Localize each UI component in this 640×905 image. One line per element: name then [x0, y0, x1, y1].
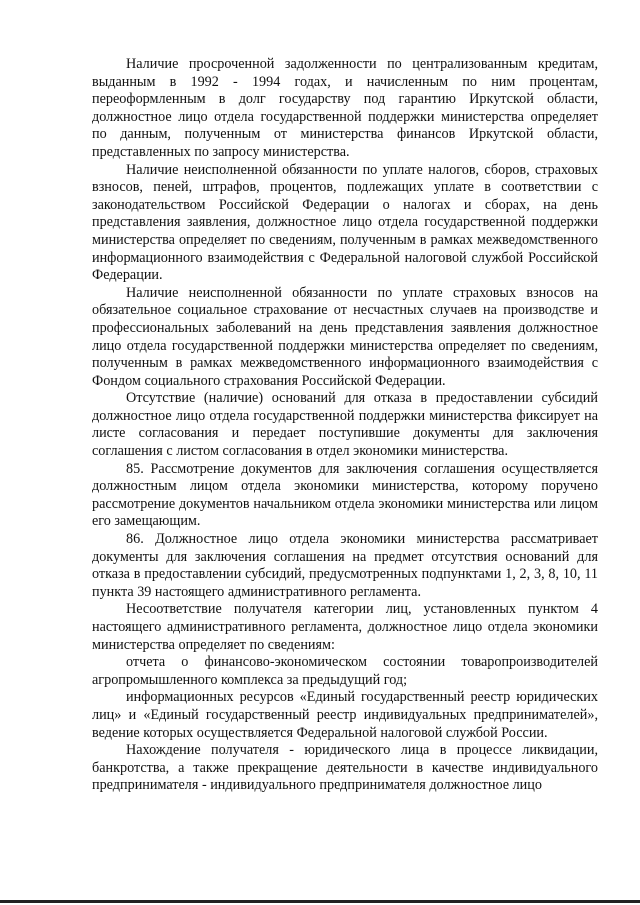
paragraph-overdue-loans: Наличие просроченной задолженности по централизованным кредитам, выданным в 1992 - 1994 годах, и начисленным по ним процентам, переоформленным в долг государству под гарантию Иркутской области, должностное лицо отдела государственной поддержки министерства определяет по данным, полученным от министерства финансов Иркутской области, представленных по запросу министерства.: [92, 56, 598, 160]
paragraph-financial-report: отчета о финансово-экономическом состоянии товаропроизводителей агропромышленного комплекса за предыдущий год;: [92, 654, 598, 688]
paragraph-liquidation: Нахождение получателя - юридического лица в процессе ликвидации, банкротства, а также прекращение деятельности в качестве индивидуального предпринимателя - индивидуального предпринимателя должностное лицо: [92, 742, 598, 794]
document-body: [92, 56, 598, 795]
page-bottom-edge: [0, 900, 640, 903]
paragraph-state-registers: информационных ресурсов «Единый государственный реестр юридических лиц» и «Единый государственный реестр индивидуальных предпринимателей», ведение которых осуществляется Федеральной налоговой службой России.: [92, 689, 598, 741]
paragraph-refusal-grounds: Отсутствие (наличие) оснований для отказа в предоставлении субсидий должностное лицо отдела государственной поддержки министерства фиксирует на листе согласования и передает поступившие документы для заключения соглашения с листом согласования в отдел экономики министерства.: [92, 390, 598, 460]
paragraph-insurance-contributions: Наличие неисполненной обязанности по уплате страховых взносов на обязательное социальное страхование от несчастных случаев на производстве и профессиональных заболеваний на день представления заявления должностное лицо отдела государственной поддержки министерства определяет по сведениям, полученным в рамках межведомственного информационного взаимодействия с Фондом социального страхования Российской Федерации.: [92, 284, 598, 389]
paragraph-category-mismatch: Несоответствие получателя категории лиц, установленных пунктом 4 настоящего административного регламента, должностное лицо отдела экономики министерства определяет по сведениям:: [92, 601, 598, 653]
paragraph-item-85: 85. Рассмотрение документов для заключения соглашения осуществляется должностным лицом отдела экономики министерства, которому поручено рассмотрение документов начальником отдела экономики министерства или лицом его замещающим.: [92, 460, 598, 530]
paragraph-tax-obligations: Наличие неисполненной обязанности по уплате налогов, сборов, страховых взносов, пеней, штрафов, процентов, подлежащих уплате в соответствии с законодательством Российской Федерации о налогах и сборах, на день представления заявления, должностное лицо отдела государственной поддержки министерства определяет по сведениям, полученным в рамках межведомственного информационного взаимодействия с Федеральной налоговой службой Российской Федерации.: [92, 161, 598, 284]
paragraph-item-86: 86. Должностное лицо отдела экономики министерства рассматривает документы для заключения соглашения на предмет отсутствия оснований для отказа в предоставлении субсидий, предусмотренных подпунктами 1, 2, 3, 8, 10, 11 пункта 39 настоящего административного регламента.: [92, 531, 598, 600]
